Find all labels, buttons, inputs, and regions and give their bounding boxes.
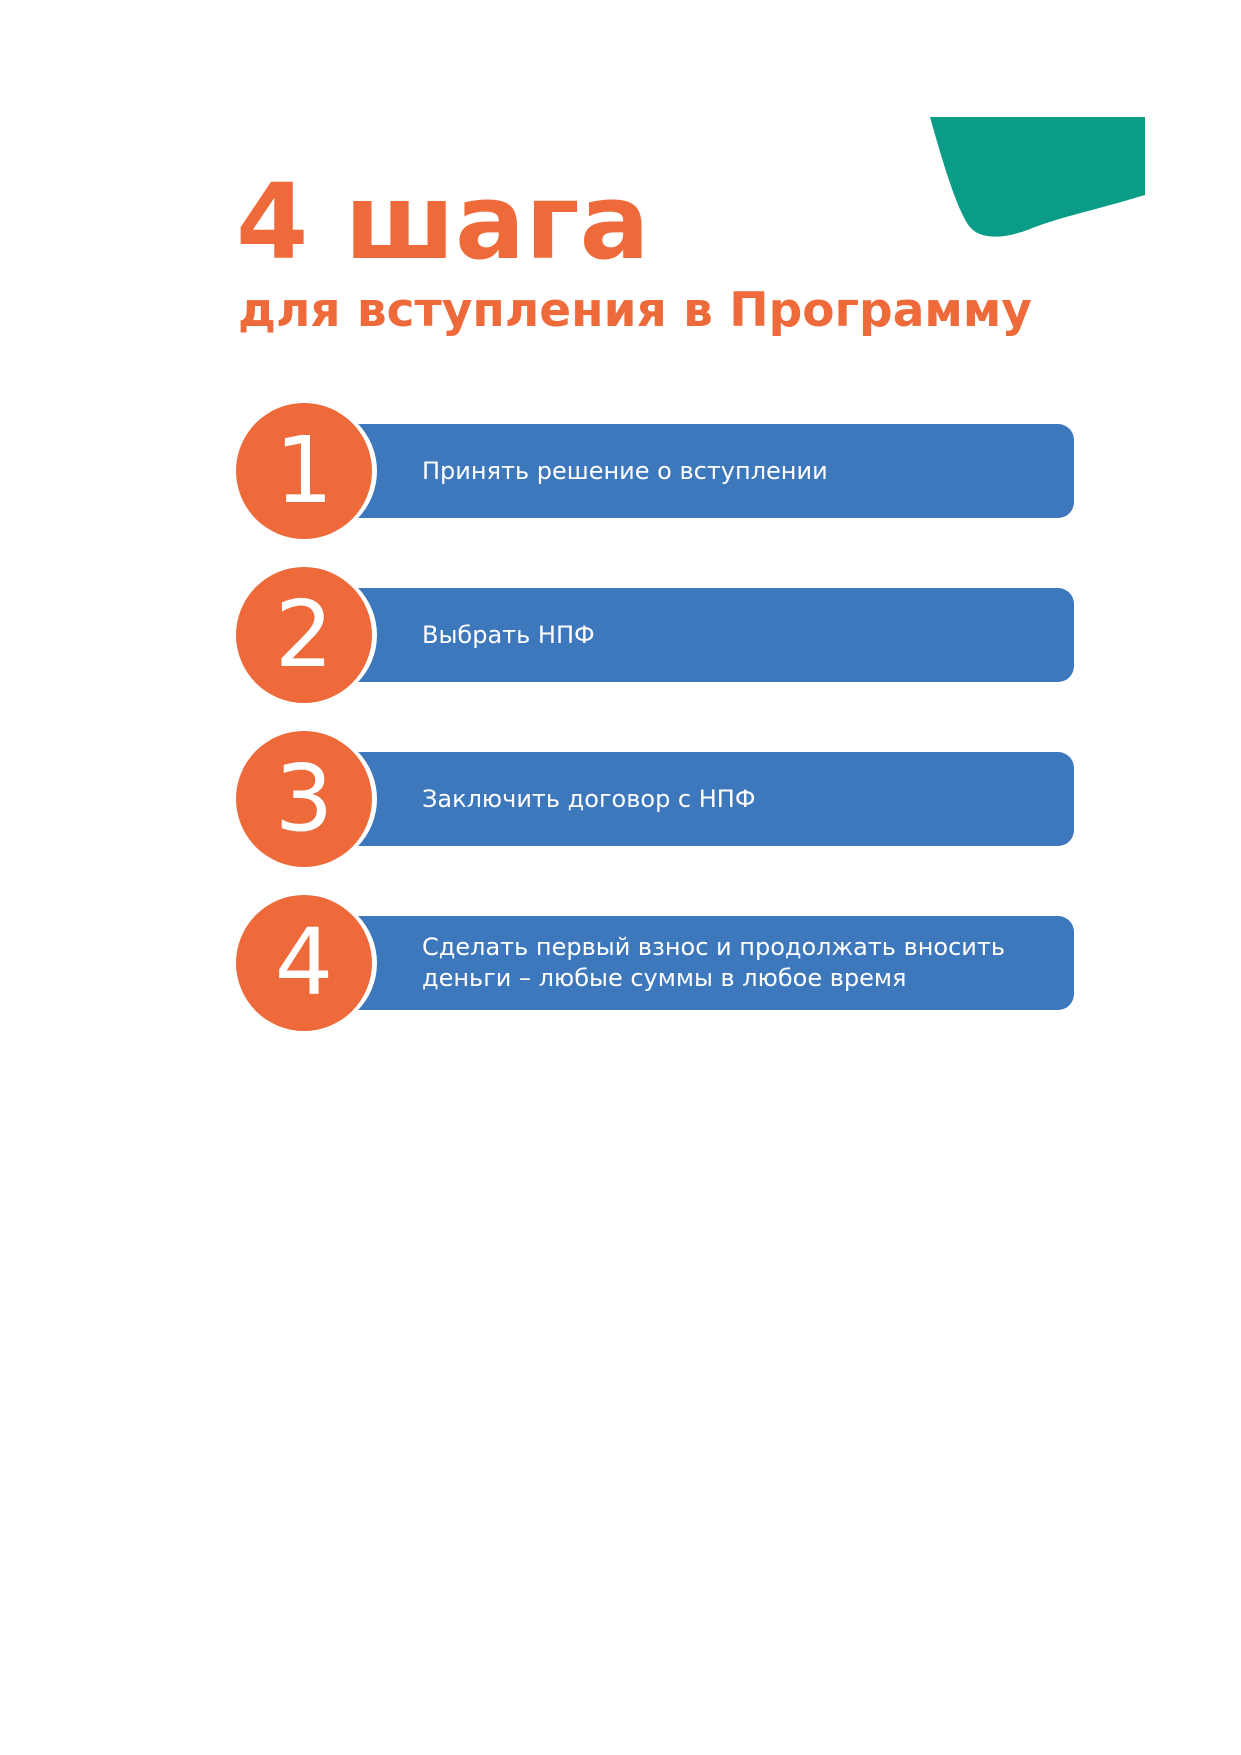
step-4 (236, 895, 1074, 1031)
step-number-badge: 2 (236, 567, 372, 703)
page-subtitle: для вступления в Программу (238, 283, 1032, 338)
step-number-badge: 3 (236, 731, 372, 867)
step-1 (236, 403, 1074, 539)
step-text: Заключить договор с НПФ (422, 784, 756, 813)
step-text: Сделать первый взнос и продолжать вносить деньги – любые суммы в любое время (422, 933, 1006, 992)
step-text: Принять решение о вступлении (422, 456, 828, 485)
step-2 (236, 567, 1074, 703)
step-number-badge: 1 (236, 403, 372, 539)
step-number-badge: 4 (236, 895, 372, 1031)
step-3 (236, 731, 1074, 867)
step-text: Выбрать НПФ (422, 620, 595, 649)
page-title: 4 шага (236, 161, 650, 283)
corner-decoration (930, 117, 1145, 240)
